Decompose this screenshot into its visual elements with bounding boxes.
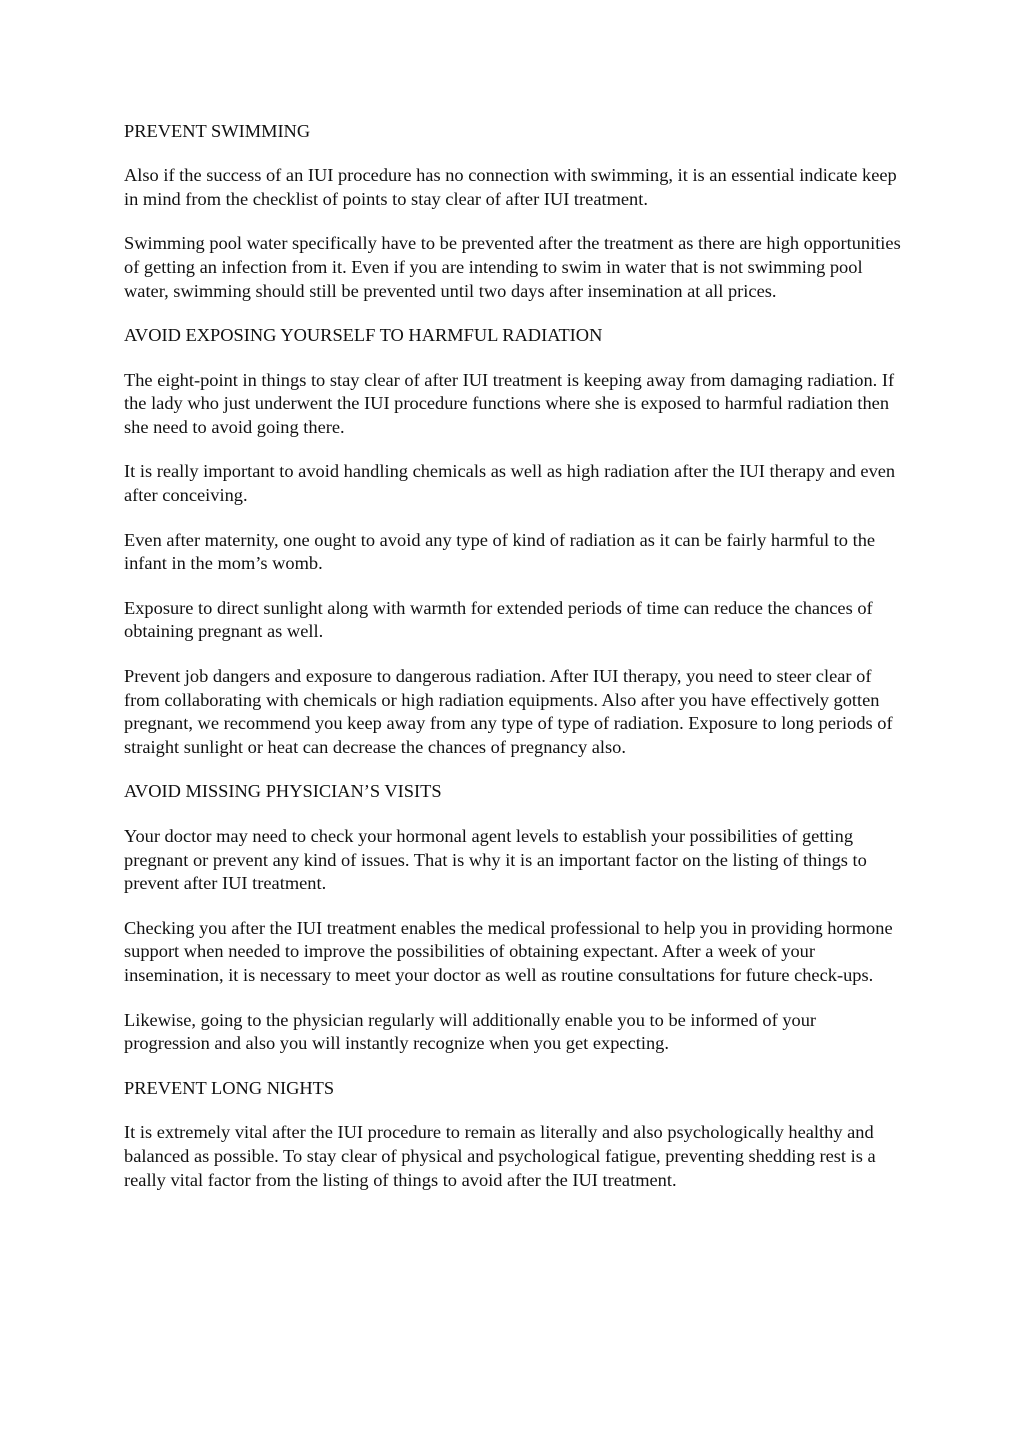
paragraph: Also if the success of an IUI procedure has no connection with swimming, it is an essential indicate keep in mind from the checklist of points to stay clear of after IUI treatment.	[124, 165, 897, 210]
paragraph: Your doctor may need to check your hormonal agent levels to establish your possibilities of getting pregnant or prevent any kind of issues. That is why it is an important factor on the listing of things to prevent after IUI treatment.	[124, 825, 867, 894]
document-page	[124, 120, 904, 1213]
paragraph: Checking you after the IUI treatment enables the medical professional to help you in providing hormone support when needed to improve the possibilities of obtaining expectant. After a week of your insemination, it is necessary to meet your doctor as well as routine consultations for future check-ups.	[124, 917, 893, 986]
paragraph: Exposure to direct sunlight along with warmth for extended periods of time can reduce the chances of obtaining pregnant as well.	[124, 597, 873, 642]
paragraph: Even after maternity, one ought to avoid any type of kind of radiation as it can be fairly harmful to the infant in the mom’s womb.	[124, 529, 876, 574]
paragraph: Likewise, going to the physician regularly will additionally enable you to be informed of your progression and also you will instantly recognize when you get expecting.	[124, 1009, 817, 1054]
section-heading-physician-visits: AVOID MISSING PHYSICIAN’S VISITS	[124, 781, 442, 802]
paragraph: The eight-point in things to stay clear of after IUI treatment is keeping away from damaging radiation. If the lady who just underwent the IUI procedure functions where she is exposed to harmful radiation then she need to avoid going there.	[124, 369, 895, 438]
paragraph: Swimming pool water specifically have to be prevented after the treatment as there are high opportunities of getting an infection from it. Even if you are intending to swim in water that is not swimming pool water, swimming should still be prevented until two days after insemination at all prices.	[124, 233, 901, 301]
section-heading-swimming: PREVENT SWIMMING	[124, 121, 311, 141]
section-heading-radiation: AVOID EXPOSING YOURSELF TO HARMFUL RADIATION	[124, 325, 603, 346]
paragraph: It is extremely vital after the IUI procedure to remain as literally and also psychologically healthy and balanced as possible. To stay clear of physical and psychological fatigue, preventing shedding rest is a really vital factor from the listing of things to avoid after the IUI treatment.	[124, 1121, 876, 1190]
section-heading-long-nights: PREVENT LONG NIGHTS	[124, 1077, 335, 1098]
paragraph: It is really important to avoid handling chemicals as well as high radiation after the IUI therapy and even after conceiving.	[124, 461, 896, 506]
paragraph: Prevent job dangers and exposure to dangerous radiation. After IUI therapy, you need to steer clear of from collaborating with chemicals or high radiation equipments. Also after you have effectively gotten pregnant, we recommend you keep away from any type of type of radiation. Exposure to long periods of straight sunlight or heat can decrease the chances of pregnancy also.	[124, 665, 893, 758]
